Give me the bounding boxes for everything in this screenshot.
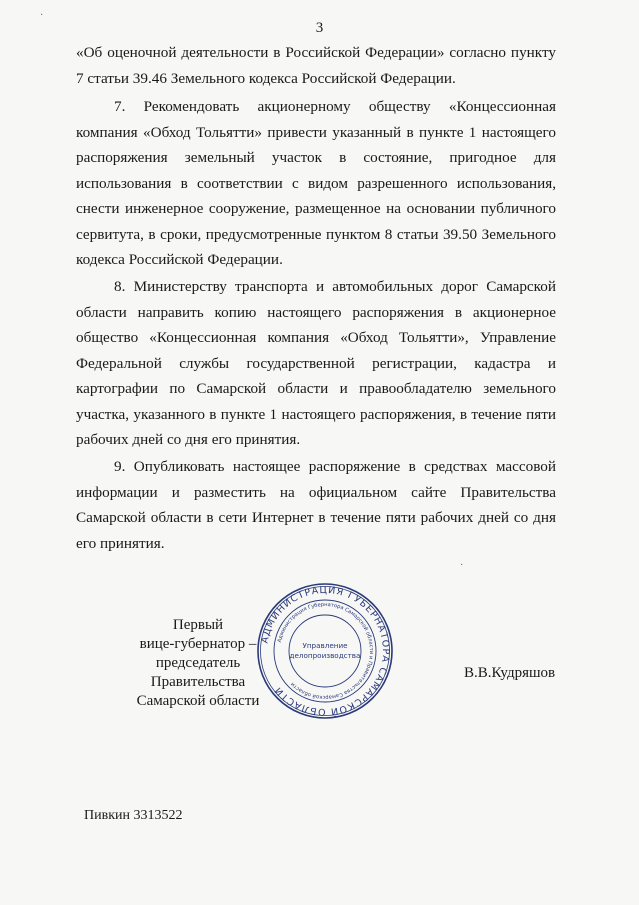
executor-info: Пивкин 3313522 bbox=[84, 808, 183, 823]
signatory-position-line-1: Первый bbox=[172, 617, 224, 633]
seal-center-line-1: Управление bbox=[302, 641, 348, 650]
seal-inner-text: Администрация Губернатора Самарской области и Правительства Самарской области bbox=[276, 601, 375, 701]
official-seal bbox=[256, 582, 394, 720]
signatory-position-line-3: председатель Правительства bbox=[150, 655, 246, 690]
seal-center-line-2: делопроизводства bbox=[289, 651, 361, 660]
paragraph-item-7: 7. Рекомендовать акционерному обществу «Концессионная компания «Обход Тольятти» привести указанный в пункте 1 настоящего распоряжения земельный участок в состояние, пригодное для использования в соответствии с видом разрешенного использования, снести инженерное сооружение, размещенное на основании публичного сервитута, в сроки, предусмотренные пунктом 8 статьи 39.50 Земельного кодекса Российской Федерации. bbox=[76, 98, 556, 268]
signatory-name: В.В.Кудряшов bbox=[464, 665, 556, 681]
seal-outer-text: АДМИНИСТРАЦИЯ ГУБЕРНАТОРА САМАРСКОЙ ОБЛАСТИ bbox=[259, 584, 392, 718]
signatory-position-line-4: Самарской области bbox=[136, 693, 260, 709]
paragraph-item-9: 9. Опубликовать настоящее распоряжение в средствах массовой информации и разместить на официальном сайте Правительства Самарской области в сети Интернет в течение пяти рабочих дней со дня его принятия. bbox=[76, 458, 556, 552]
scan-mark: · bbox=[460, 560, 464, 571]
signatory-position-line-2: вице-губернатор – bbox=[139, 636, 257, 652]
scan-mark: · bbox=[40, 10, 44, 21]
paragraph-continuation: «Об оценочной деятельности в Российской Федерации» согласно пункту 7 статьи 39.46 Земельного кодекса Российской Федерации. bbox=[76, 44, 556, 87]
page-number: 3 bbox=[315, 20, 324, 36]
paragraph-item-8: 8. Министерству транспорта и автомобильных дорог Самарской области направить копию настоящего распоряжения в акционерное общество «Концессионная компания «Обход Тольятти», Управление Федеральной службы государственной регистрации, кадастра и картографии по Самарской области и правообладателю земельного участка, указанного в пункте 1 настоящего распоряжения, в течение пяти рабочих дней со дня его принятия. bbox=[76, 278, 556, 448]
